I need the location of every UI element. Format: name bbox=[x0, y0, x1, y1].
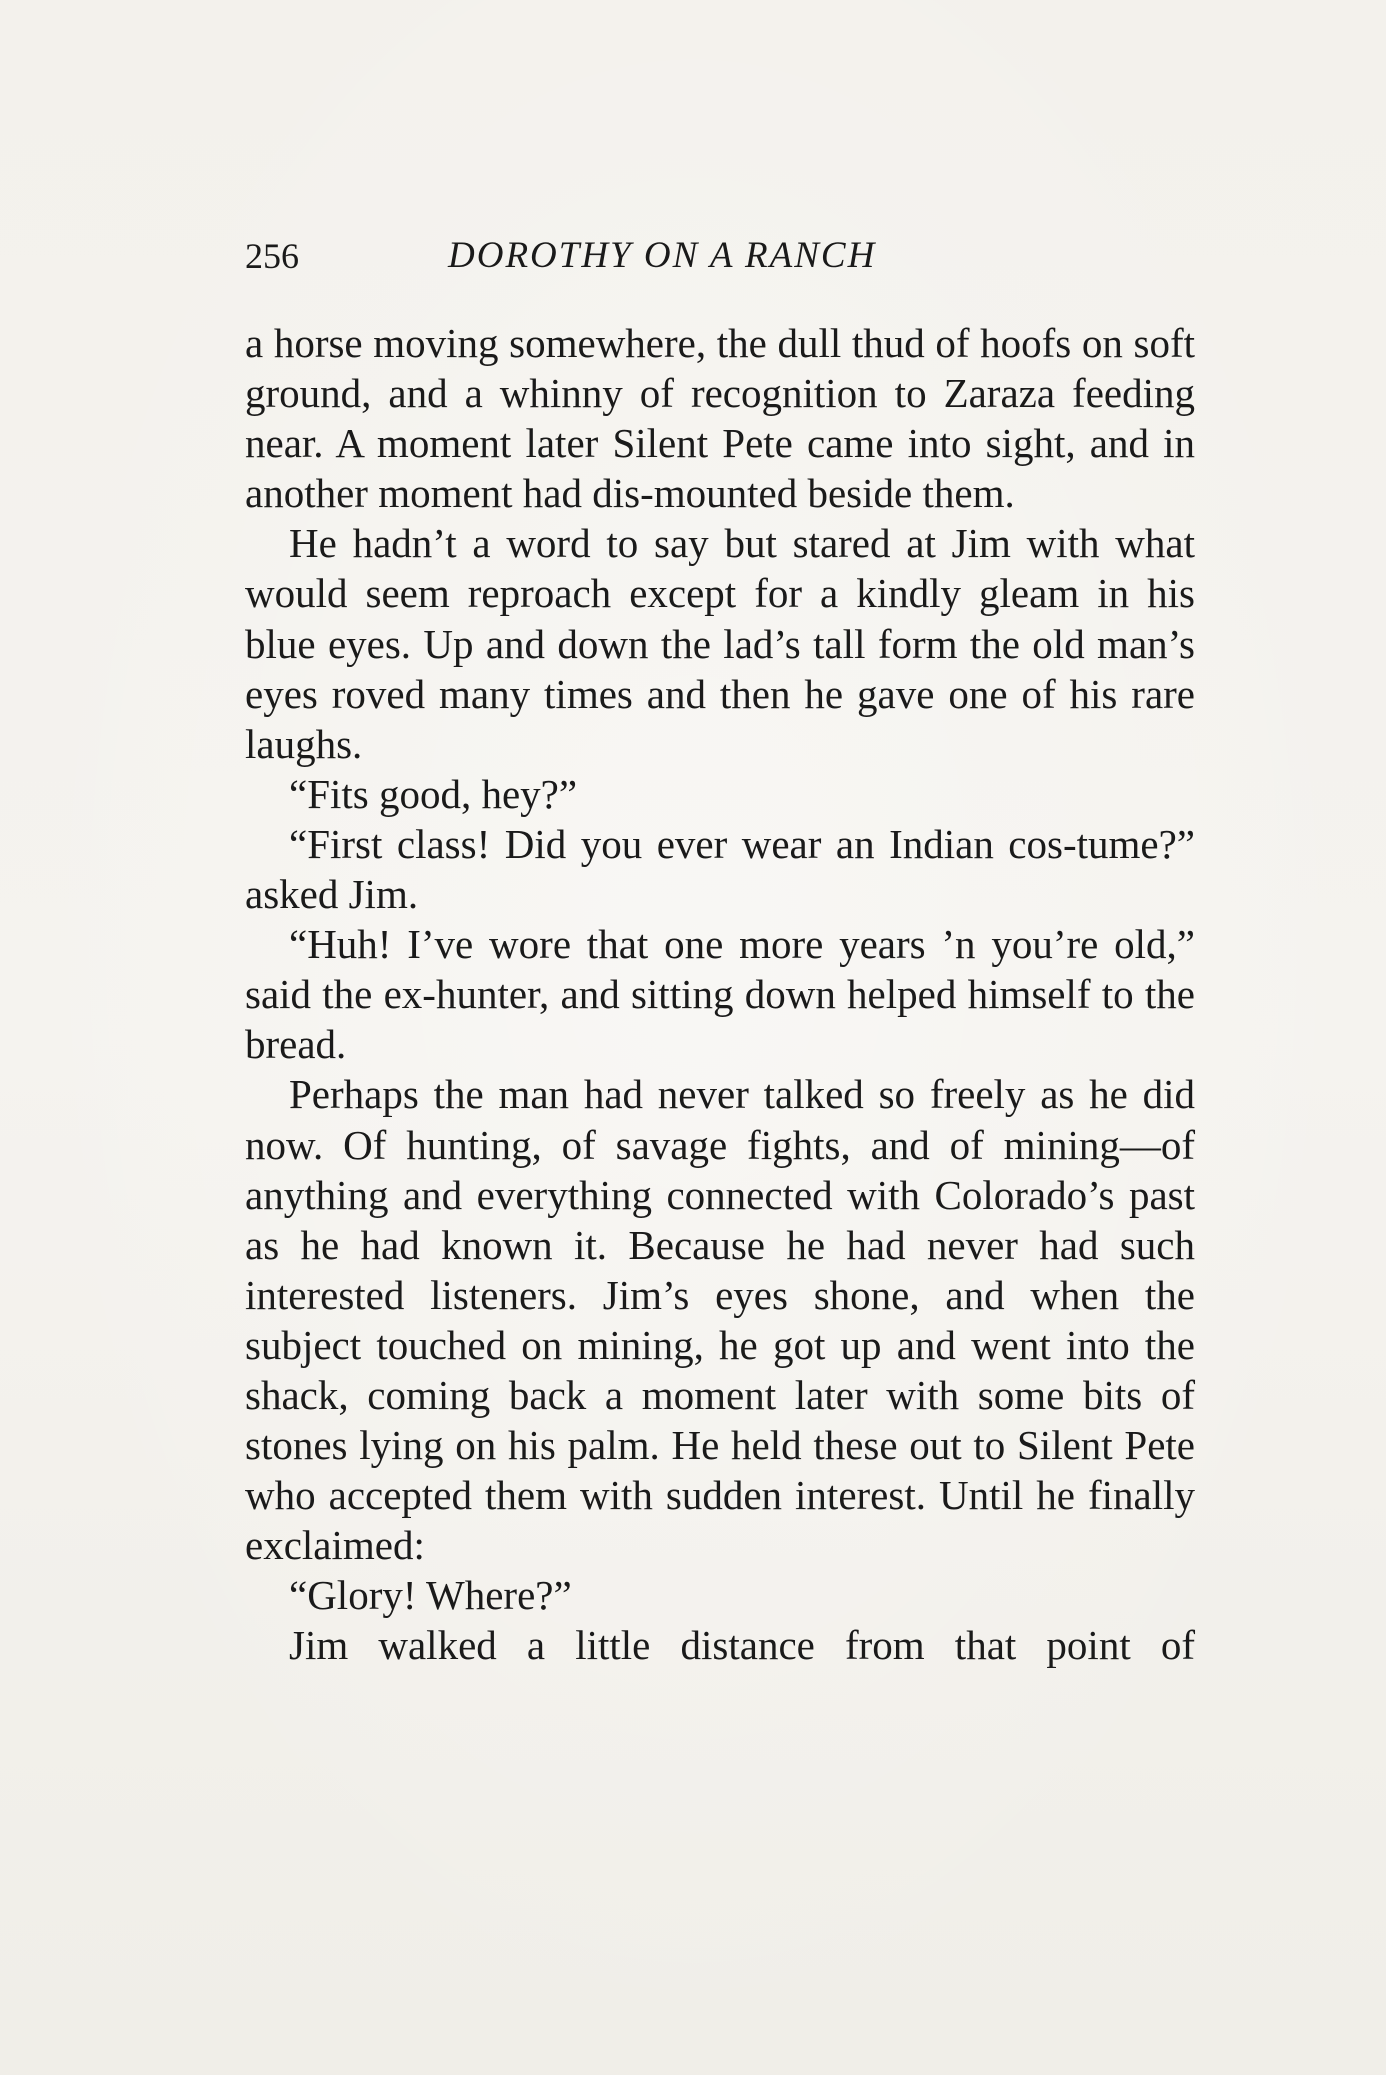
paragraph-7: “Glory! Where?” bbox=[289, 1572, 572, 1619]
page-number: 256 bbox=[245, 236, 299, 276]
body-text bbox=[245, 318, 1195, 1671]
paragraph-6: Perhaps the man had never talked so freely as he did now. Of hunting, of savage fights, and of mining—of anything and everything connected with Colorado’s past as he had known it. Because he had never had such interested listeners. Jim’s eyes shone, and when the subject touched on mining, he got up and went into the shack, coming back a moment later with some bits of stones lying on his palm. He held these out to Silent Pete who accepted them with sudden interest. Until he finally exclaimed: bbox=[245, 1071, 1195, 1569]
paragraph-1: a horse moving somewhere, the dull thud of hoofs on soft ground, and a whinny of recognition to Zaraza feeding near. A moment later Silent Pete came into sight, and in another moment had dis-mounted beside them. bbox=[245, 320, 1195, 517]
paragraph-3: “Fits good, hey?” bbox=[289, 770, 578, 817]
paragraph-8: Jim walked a little distance from that point of bbox=[289, 1622, 1195, 1669]
running-title: DOROTHY ON A RANCH bbox=[448, 235, 877, 276]
paragraph-2: He hadn’t a word to say but stared at Jim with what would seem reproach except for a kindly gleam in his blue eyes. Up and down the lad’s tall form the old man’s eyes roved many times and then he gave one of his rare laughs. bbox=[245, 520, 1195, 767]
paragraph-5: “Huh! I’ve wore that one more years ’n you’re old,” said the ex-hunter, and sitting down helped himself to the bread. bbox=[245, 921, 1195, 1068]
paragraph-4: “First class! Did you ever wear an Indian cos-tume?” asked Jim. bbox=[245, 820, 1195, 918]
page-header bbox=[245, 228, 1195, 284]
